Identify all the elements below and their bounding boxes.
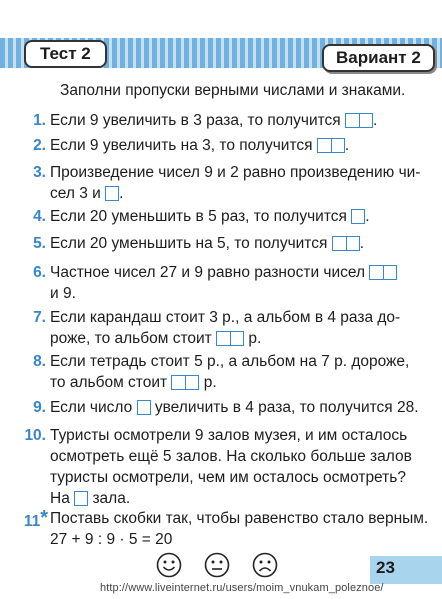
task-text-line-4b: зала. [92, 490, 131, 507]
task-number: 11* [23, 507, 48, 530]
task-number: 4. [33, 208, 46, 225]
task-text: Если 20 уменьшить на 5, то получится [50, 235, 328, 252]
task-text: Если 20 уменьшить в 5 раз, то получится [50, 208, 347, 225]
star-icon: * [40, 507, 48, 529]
answer-box[interactable] [369, 265, 397, 280]
task-text-line-3: туристы осмотрели, чем им осталось осмотреть? [50, 469, 406, 486]
answer-box[interactable] [216, 331, 244, 346]
task-number: 6. [33, 264, 46, 281]
task-text-line-1: Произведение чисел 9 и 2 равно произведению чи- [50, 164, 421, 181]
answer-box[interactable] [74, 491, 88, 506]
task-text-line-2: и 9. [50, 285, 76, 302]
task-text-line-1: Если карандаш стоит 3 р., а альбом в 4 раза до- [50, 309, 401, 326]
answer-box[interactable] [105, 186, 119, 201]
worksheet-page: Тест 2 Вариант 2 Заполни пропуски верными числами и знаками. 1. Если 9 увеличить в 3 раза, то получится . 2. Если 9 увеличить на 3, то получится . 3. Произведение чисел 9 и 2 равно произведению чи- сел 3 и . 4. Если 20 уменьшить в 5 раз, то получится . 5. Если 20 уменьшить на 5, то получится . 6. Частное чисел 27 и 9 равно разности чисел и 9. 7. Если карандаш стоит 3 р., а альбом в 4 раза до- роже, то альбом стоит р. 8. Если тетрадь стоит 5 р., а альбом на 7 р. дороже, то альбом стоит р. 9. Если число увеличить в 4 раза, то получится 28. 10. Туристы осмотрели 9 залов музея, и им осталось осмотреть ещё 5 залов. На сколько больше залов туристы осмотрели, чем им осталось осмотреть? На зала. 11* Поставь скобки так, чтобы равенство стало верным. 27 + 9 : 9 · 5 = 20 23 http://www.liveinternet.ru/users/moim_vnukam_poleznoe/ [0, 0, 442, 599]
task-text-line-4a: На [50, 490, 70, 507]
task-number: 1. [33, 112, 46, 129]
task-number: 9. [33, 399, 46, 416]
task-number: 10. [24, 427, 46, 444]
answer-box[interactable] [345, 113, 373, 128]
task-text-line-1: Если тетрадь стоит 5 р., а альбом на 7 р. дороже, [50, 353, 410, 370]
answer-box[interactable] [137, 400, 151, 415]
task-text-line-2b: р. [248, 330, 262, 347]
answer-box[interactable] [332, 236, 360, 251]
variant-badge: Вариант 2 [322, 44, 435, 72]
task-text-line-1: Частное чисел 27 и 9 равно разности чисел [50, 264, 366, 281]
page-number: 23 [376, 558, 395, 577]
sad-face-icon[interactable] [252, 552, 278, 578]
task-number: 7. [33, 309, 46, 326]
answer-box[interactable] [171, 375, 199, 390]
task-number: 2. [33, 137, 46, 154]
task-text-b: увеличить в 4 раза, то получится 28. [154, 399, 419, 416]
task-text-line-1: Поставь скобки так, чтобы равенство стало верным. [50, 510, 429, 527]
task-text: Если 9 увеличить в 3 раза, то получится [50, 112, 341, 129]
instruction-text: Заполни пропуски верными числами и знаками. [60, 82, 406, 99]
equation: 27 + 9 : 9 · 5 = 20 [50, 531, 173, 548]
self-assessment-faces [156, 552, 278, 578]
task-number: 5. [33, 235, 46, 252]
task-number: 3. [33, 164, 46, 181]
watermark-url: http://www.liveinternet.ru/users/moim_vnukam_poleznoe/ [100, 582, 384, 594]
task-text: Если 9 увеличить на 3, то получится [50, 137, 313, 154]
smile-face-icon[interactable] [156, 552, 182, 578]
task-text-a: Если число [50, 399, 133, 416]
answer-box[interactable] [351, 209, 365, 224]
task-number: 8. [33, 353, 46, 370]
test-badge: Тест 2 [24, 40, 107, 68]
answer-box[interactable] [317, 138, 345, 153]
neutral-face-icon[interactable] [204, 552, 230, 578]
task-text-line-2: сел 3 и [50, 185, 101, 202]
task-text-line-2: осмотреть ещё 5 залов. На сколько больше залов [50, 448, 412, 465]
task-text-line-2a: роже, то альбом стоит [50, 330, 212, 347]
task-text-line-2b: р. [203, 374, 217, 391]
task-text-line-2a: то альбом стоит [50, 374, 168, 391]
task-text-line-1: Туристы осмотрели 9 залов музея, и им осталось [50, 427, 408, 444]
